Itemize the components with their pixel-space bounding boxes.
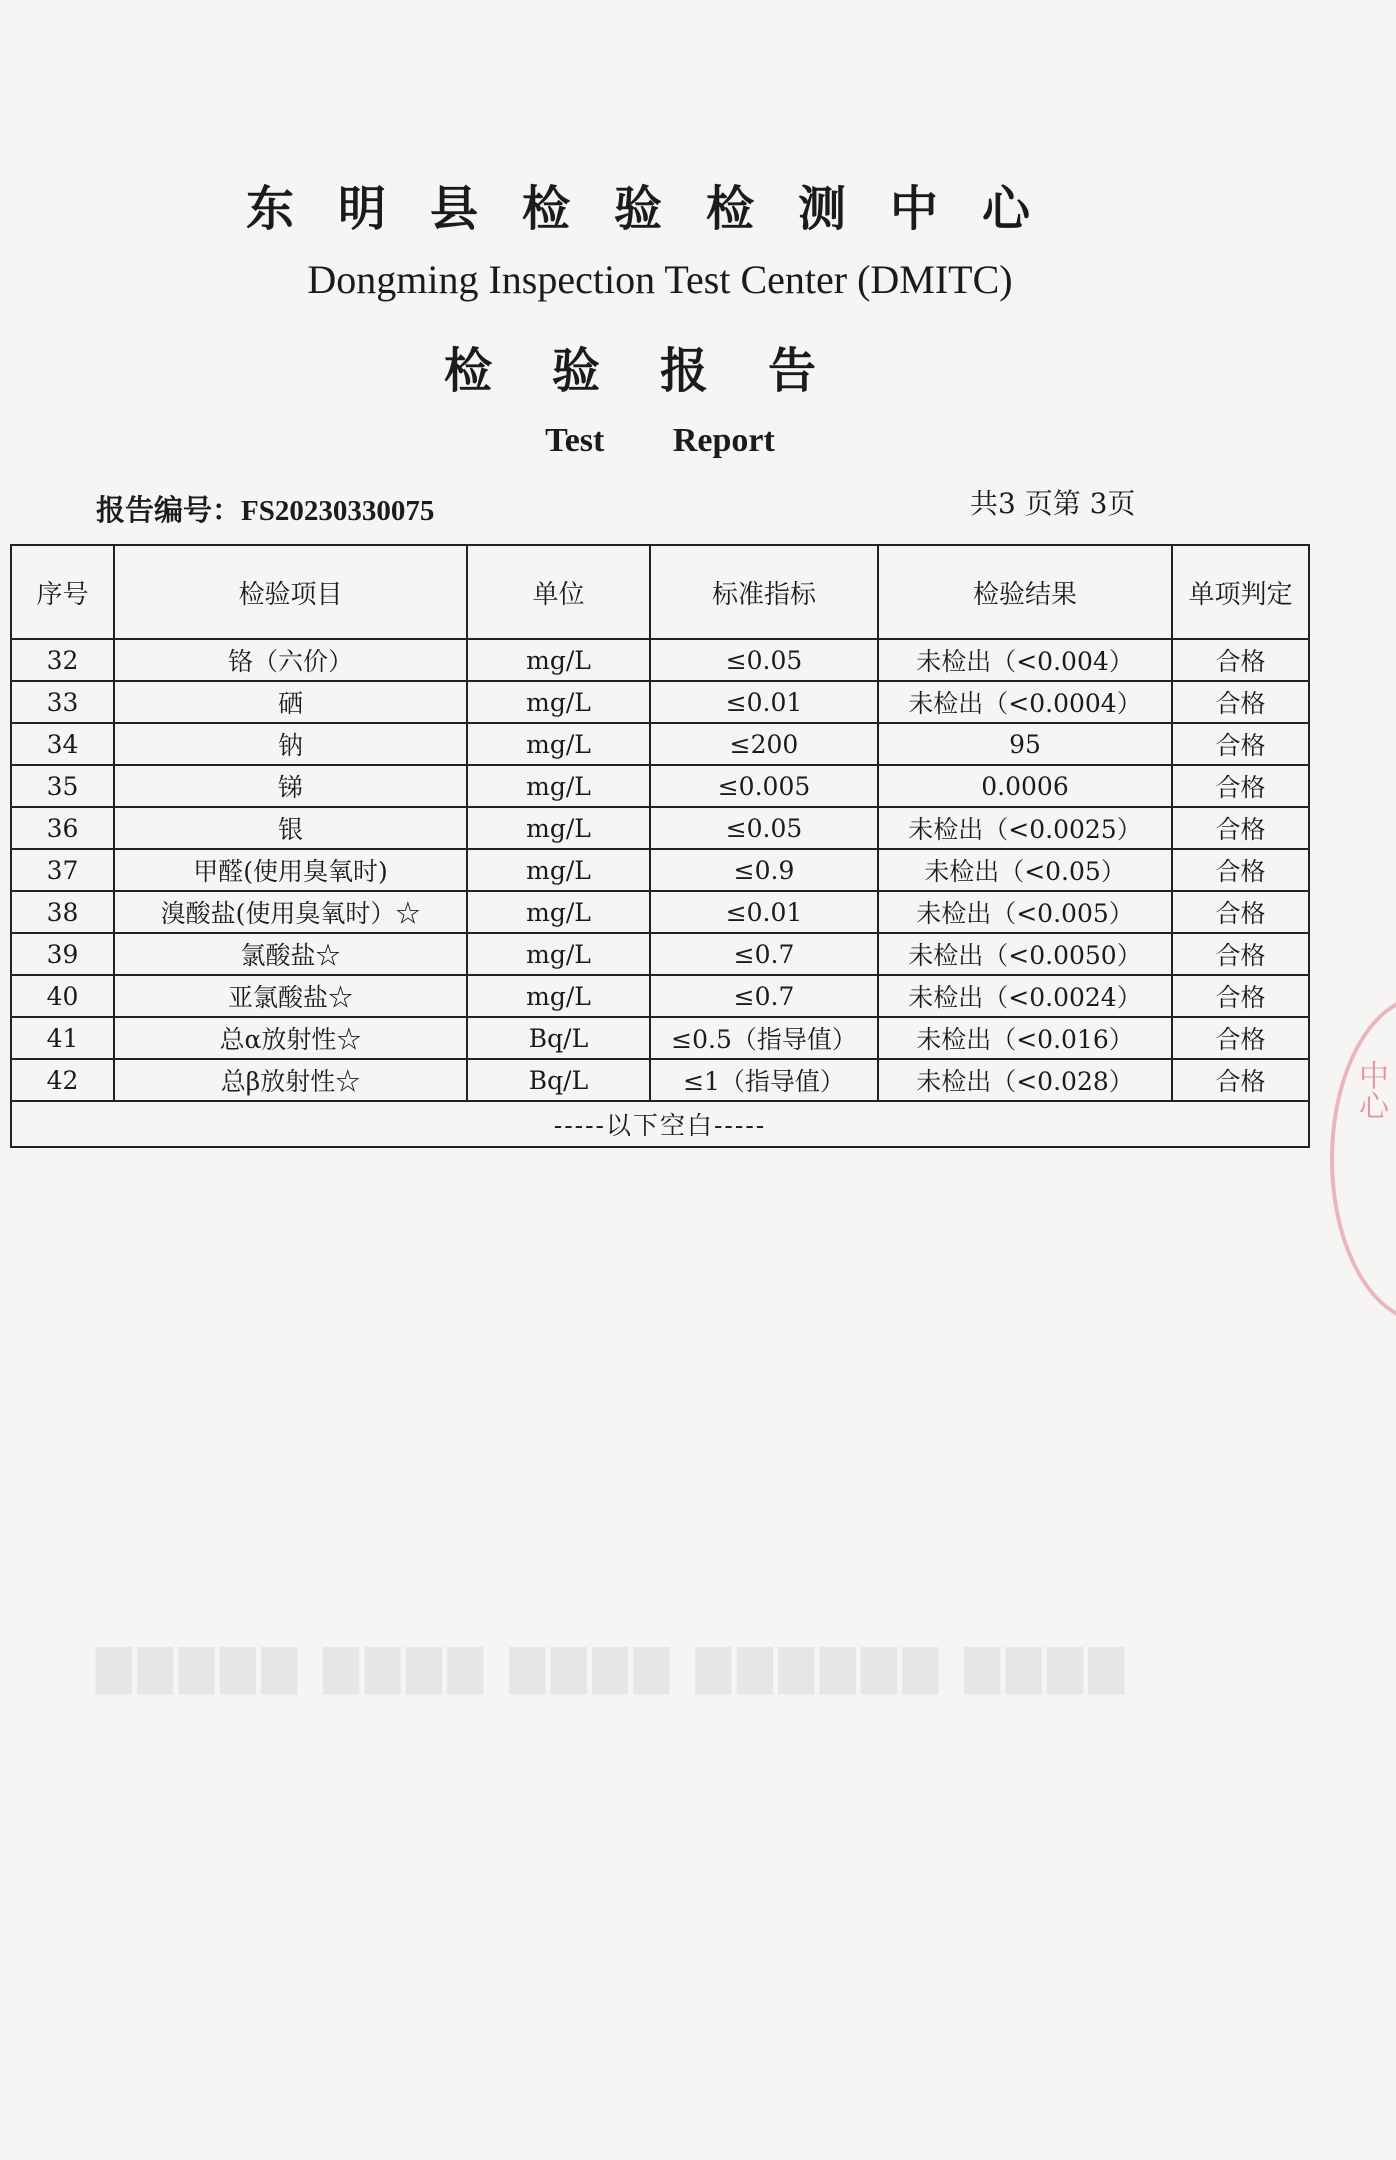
cell-unit: mg/L (467, 807, 650, 849)
cell-unit: mg/L (467, 975, 650, 1017)
cell-unit: mg/L (467, 681, 650, 723)
table-row (11, 1017, 1309, 1059)
cell-item: 总α放射性☆ (114, 1017, 467, 1059)
cell-unit: Bq/L (467, 1059, 650, 1101)
cell-verdict: 合格 (1172, 975, 1309, 1017)
table-row (11, 849, 1309, 891)
header-item: 检验项目 (114, 545, 467, 639)
cell-verdict: 合格 (1172, 765, 1309, 807)
header-result: 检验结果 (878, 545, 1172, 639)
cell-no: 36 (11, 807, 114, 849)
table-row (11, 765, 1309, 807)
cell-verdict: 合格 (1172, 1017, 1309, 1059)
cell-verdict: 合格 (1172, 807, 1309, 849)
cell-standard: ≤0.005 (650, 765, 878, 807)
cell-item: 钠 (114, 723, 467, 765)
cell-unit: mg/L (467, 891, 650, 933)
header-standard: 标准指标 (650, 545, 878, 639)
cell-result: 未检出（<0.0004） (878, 681, 1172, 723)
cell-no: 38 (11, 891, 114, 933)
cell-verdict: 合格 (1172, 933, 1309, 975)
table-row (11, 933, 1309, 975)
cell-standard: ≤0.05 (650, 807, 878, 849)
cell-no: 32 (11, 639, 114, 681)
cell-unit: mg/L (467, 723, 650, 765)
cell-unit: mg/L (467, 765, 650, 807)
header-no: 序号 (11, 545, 114, 639)
cell-unit: Bq/L (467, 1017, 650, 1059)
org-name-cn: 东明县检验检测中心 (245, 181, 1074, 237)
results-table (10, 544, 1310, 1148)
cell-unit: mg/L (467, 639, 650, 681)
cell-verdict: 合格 (1172, 681, 1309, 723)
end-note-row (11, 1101, 1309, 1147)
org-name-en: Dongming Inspection Test Center (DMITC) (307, 257, 1013, 302)
table-header-row (11, 545, 1309, 639)
cell-verdict: 合格 (1172, 639, 1309, 681)
table-row (11, 891, 1309, 933)
cell-no: 33 (11, 681, 114, 723)
report-title-en: Test Report (545, 422, 775, 459)
report-number: 报告编号：FS20230330075 (96, 495, 435, 527)
cell-result: 未检出（<0.05） (878, 849, 1172, 891)
table-row (11, 681, 1309, 723)
cell-result: 未检出（<0.005） (878, 891, 1172, 933)
end-note: -----以下空白----- (11, 1101, 1309, 1147)
cell-no: 40 (11, 975, 114, 1017)
table-row (11, 807, 1309, 849)
cell-result: 未检出（<0.028） (878, 1059, 1172, 1101)
table-row (11, 975, 1309, 1017)
cell-standard: ≤0.5（指导值） (650, 1017, 878, 1059)
cell-verdict: 合格 (1172, 849, 1309, 891)
cell-item: 总β放射性☆ (114, 1059, 467, 1101)
header-unit: 单位 (467, 545, 650, 639)
cell-item: 银 (114, 807, 467, 849)
cell-standard: ≤0.7 (650, 933, 878, 975)
cell-standard: ≤0.01 (650, 891, 878, 933)
cell-no: 37 (11, 849, 114, 891)
cell-result: 未检出（<0.004） (878, 639, 1172, 681)
table-row (11, 723, 1309, 765)
cell-standard: ≤0.01 (650, 681, 878, 723)
table-row (11, 1059, 1309, 1101)
cell-item: 溴酸盐(使用臭氧时）☆ (114, 891, 467, 933)
cell-no: 35 (11, 765, 114, 807)
cell-result: 未检出（<0.0050） (878, 933, 1172, 975)
report-title-cn: 检验报告 (443, 343, 876, 399)
cell-standard: ≤0.05 (650, 639, 878, 681)
page-indicator: 共3 页第 3页 (970, 487, 1136, 520)
cell-standard: ≤1（指导值） (650, 1059, 878, 1101)
cell-result: 95 (878, 723, 1172, 765)
cell-no: 39 (11, 933, 114, 975)
cell-result: 0.0006 (878, 765, 1172, 807)
cell-item: 甲醛(使用臭氧时) (114, 849, 467, 891)
cell-item: 铬（六价） (114, 639, 467, 681)
cell-verdict: 合格 (1172, 723, 1309, 765)
seal-fragment-text: 中心 (1353, 1060, 1388, 1120)
cell-result: 未检出（<0.0025） (878, 807, 1172, 849)
cell-item: 亚氯酸盐☆ (114, 975, 467, 1017)
header-verdict: 单项判定 (1172, 545, 1309, 639)
cell-no: 42 (11, 1059, 114, 1101)
cell-standard: ≤0.7 (650, 975, 878, 1017)
cell-no: 34 (11, 723, 114, 765)
cell-item: 氯酸盐☆ (114, 933, 467, 975)
cell-standard: ≤0.9 (650, 849, 878, 891)
cell-item: 锑 (114, 765, 467, 807)
cell-result: 未检出（<0.0024） (878, 975, 1172, 1017)
table-row (11, 639, 1309, 681)
cell-unit: mg/L (467, 933, 650, 975)
cell-verdict: 合格 (1172, 891, 1309, 933)
cell-no: 41 (11, 1017, 114, 1059)
cell-unit: mg/L (467, 849, 650, 891)
cell-result: 未检出（<0.016） (878, 1017, 1172, 1059)
bleed-through-text: ▇▇▇▇ ▇▇▇▇▇▇ ▇▇▇▇ ▇▇▇▇ ▇▇▇▇▇ (90, 1640, 1125, 1694)
cell-item: 硒 (114, 681, 467, 723)
cell-verdict: 合格 (1172, 1059, 1309, 1101)
official-seal-stamp (1330, 995, 1396, 1323)
cell-standard: ≤200 (650, 723, 878, 765)
